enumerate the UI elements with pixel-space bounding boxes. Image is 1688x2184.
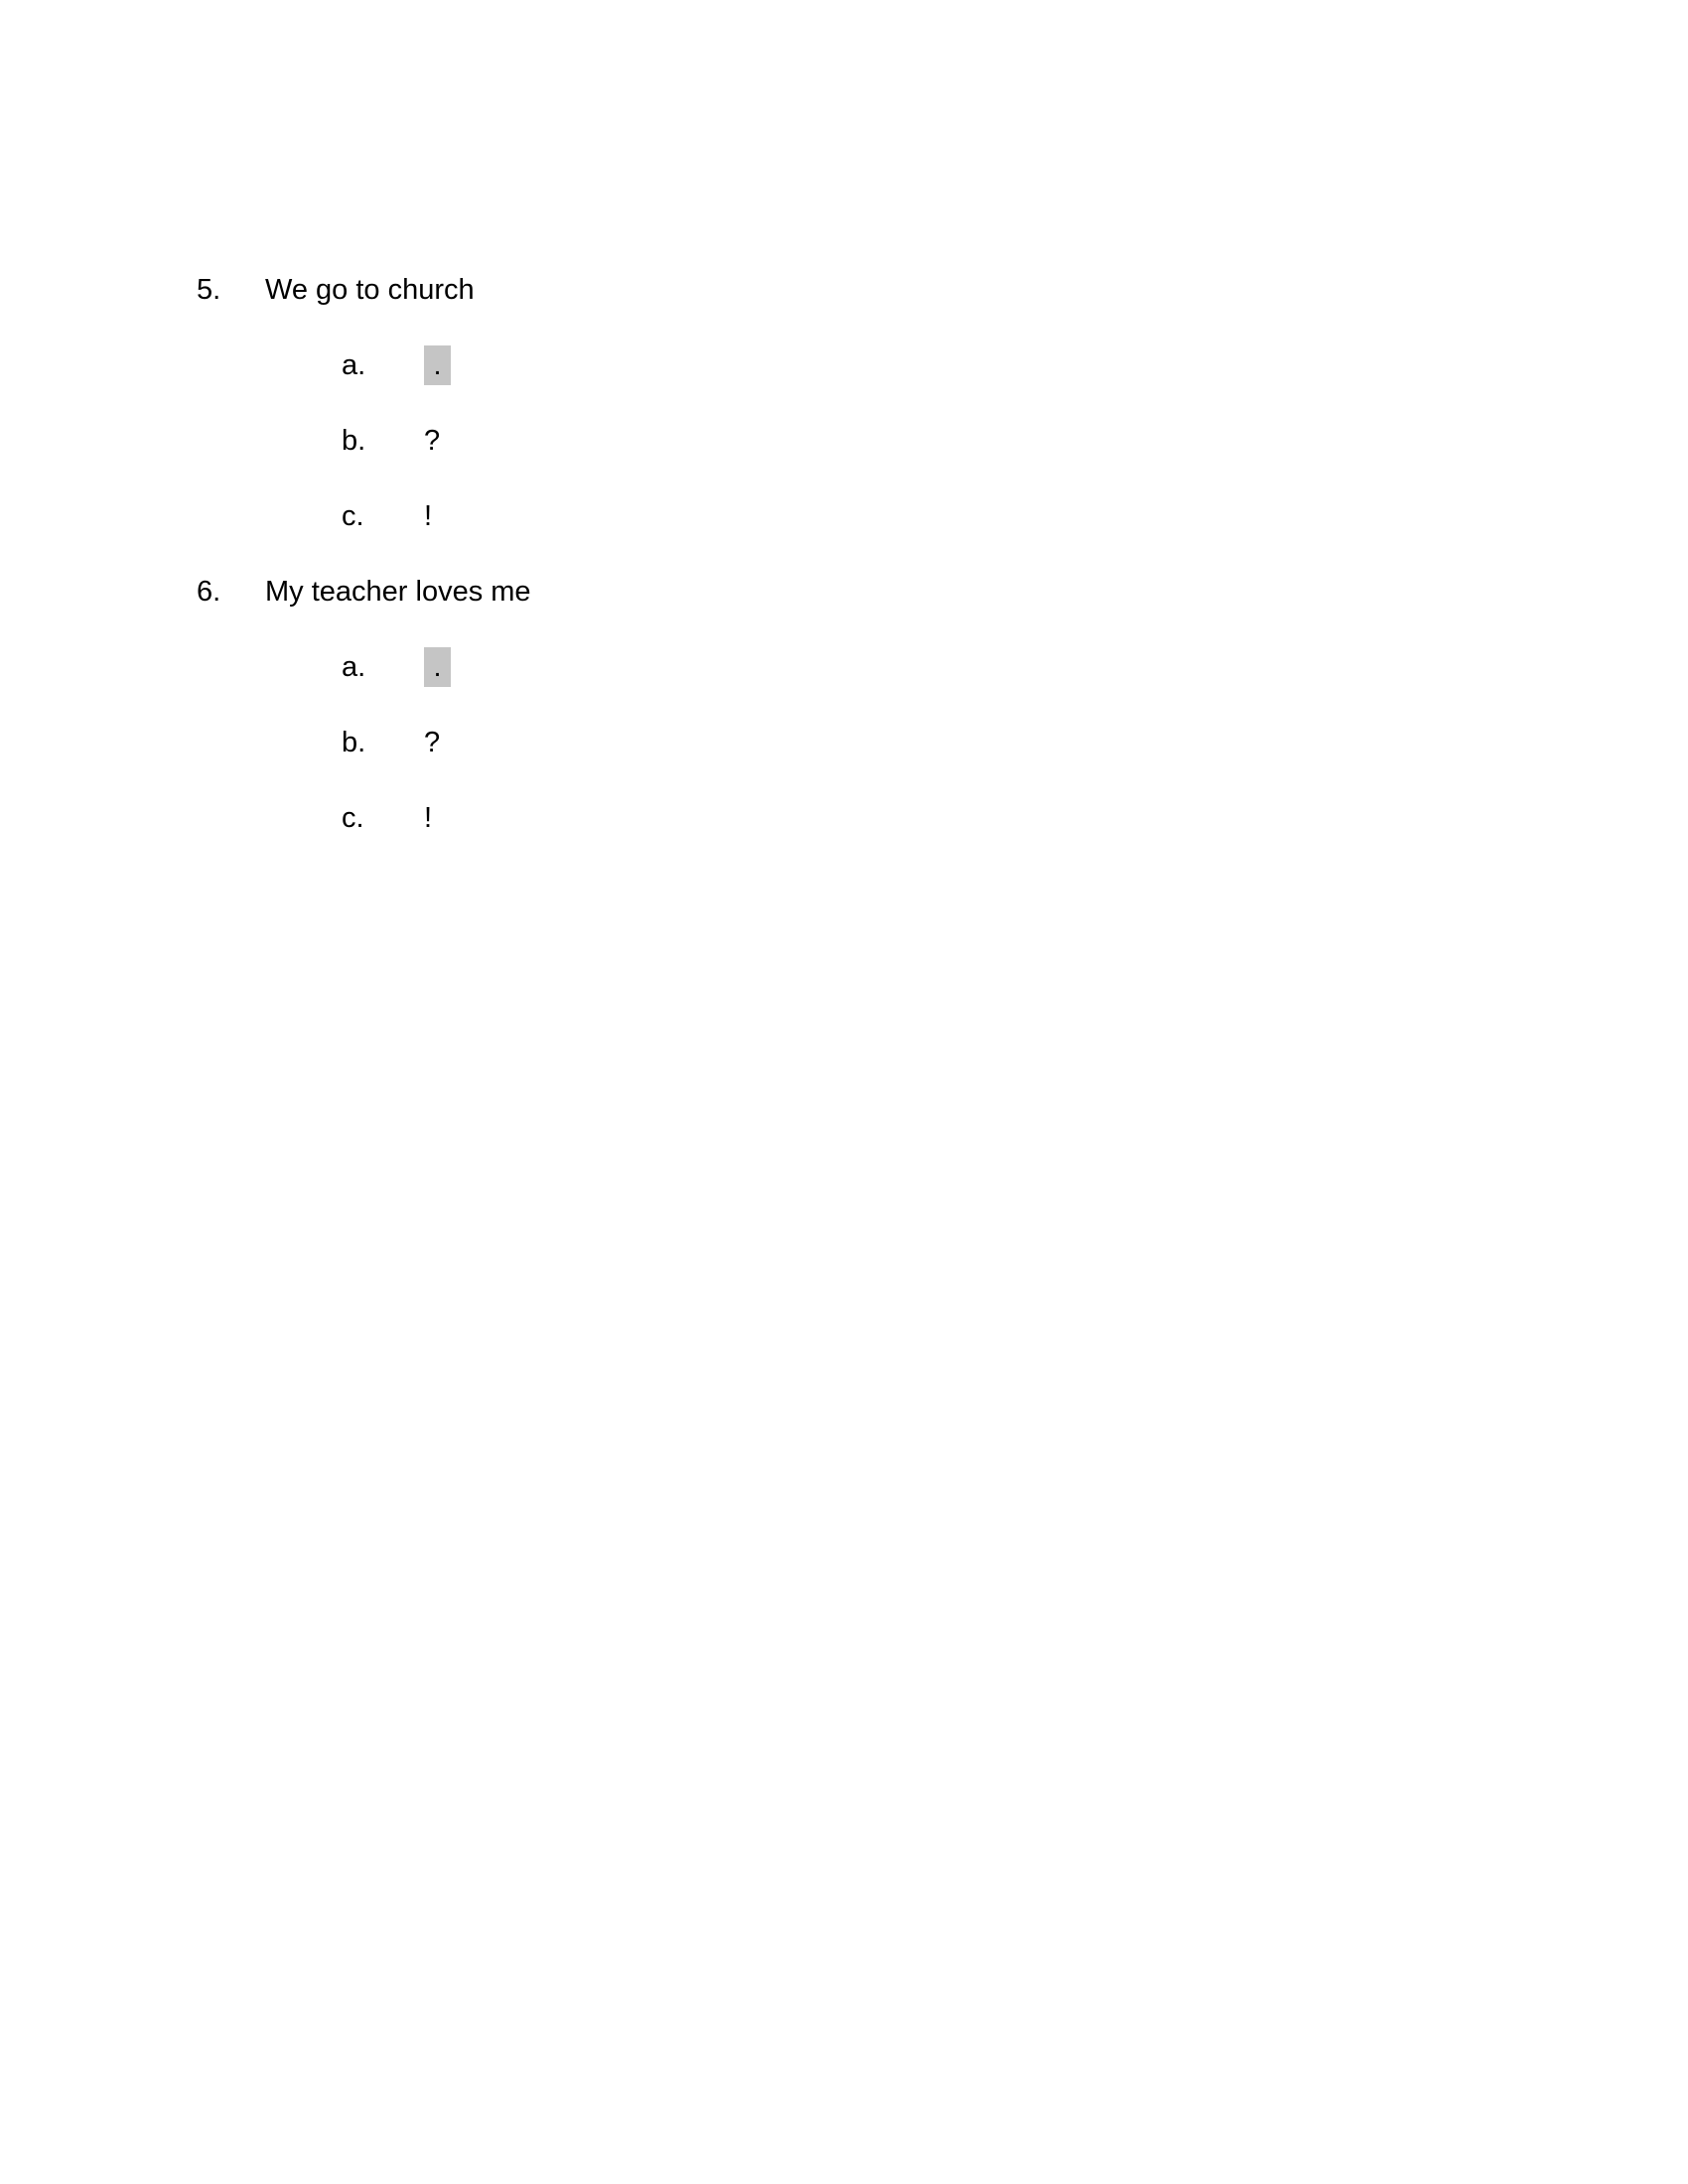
- question-block: [197, 572, 531, 838]
- question-text: My teacher loves me: [265, 576, 531, 608]
- option-punctuation: ?: [424, 425, 441, 457]
- option-letter: b.: [342, 727, 366, 758]
- option-letter: c.: [342, 802, 364, 834]
- question-number: 5.: [197, 274, 221, 306]
- option-letter: b.: [342, 425, 366, 457]
- question-line: [197, 270, 531, 310]
- option-row-c: [342, 496, 531, 536]
- question-text: We go to church: [265, 274, 475, 306]
- option-letter: c.: [342, 500, 364, 532]
- question-block: [197, 270, 531, 536]
- option-row-c: [342, 798, 531, 838]
- option-letter: a.: [342, 349, 366, 381]
- question-line: [197, 572, 531, 612]
- option-punctuation: !: [424, 802, 433, 834]
- quiz-content: [197, 270, 531, 874]
- option-letter: a.: [342, 651, 366, 683]
- option-punctuation: !: [424, 500, 433, 532]
- option-row-b: [342, 723, 531, 762]
- option-punctuation: ?: [424, 727, 441, 758]
- option-row-b: [342, 421, 531, 461]
- selected-answer-field[interactable]: .: [424, 647, 451, 687]
- selected-answer-field[interactable]: .: [424, 345, 451, 385]
- question-number: 6.: [197, 576, 221, 608]
- option-row-a: [342, 345, 531, 385]
- option-row-a: [342, 647, 531, 687]
